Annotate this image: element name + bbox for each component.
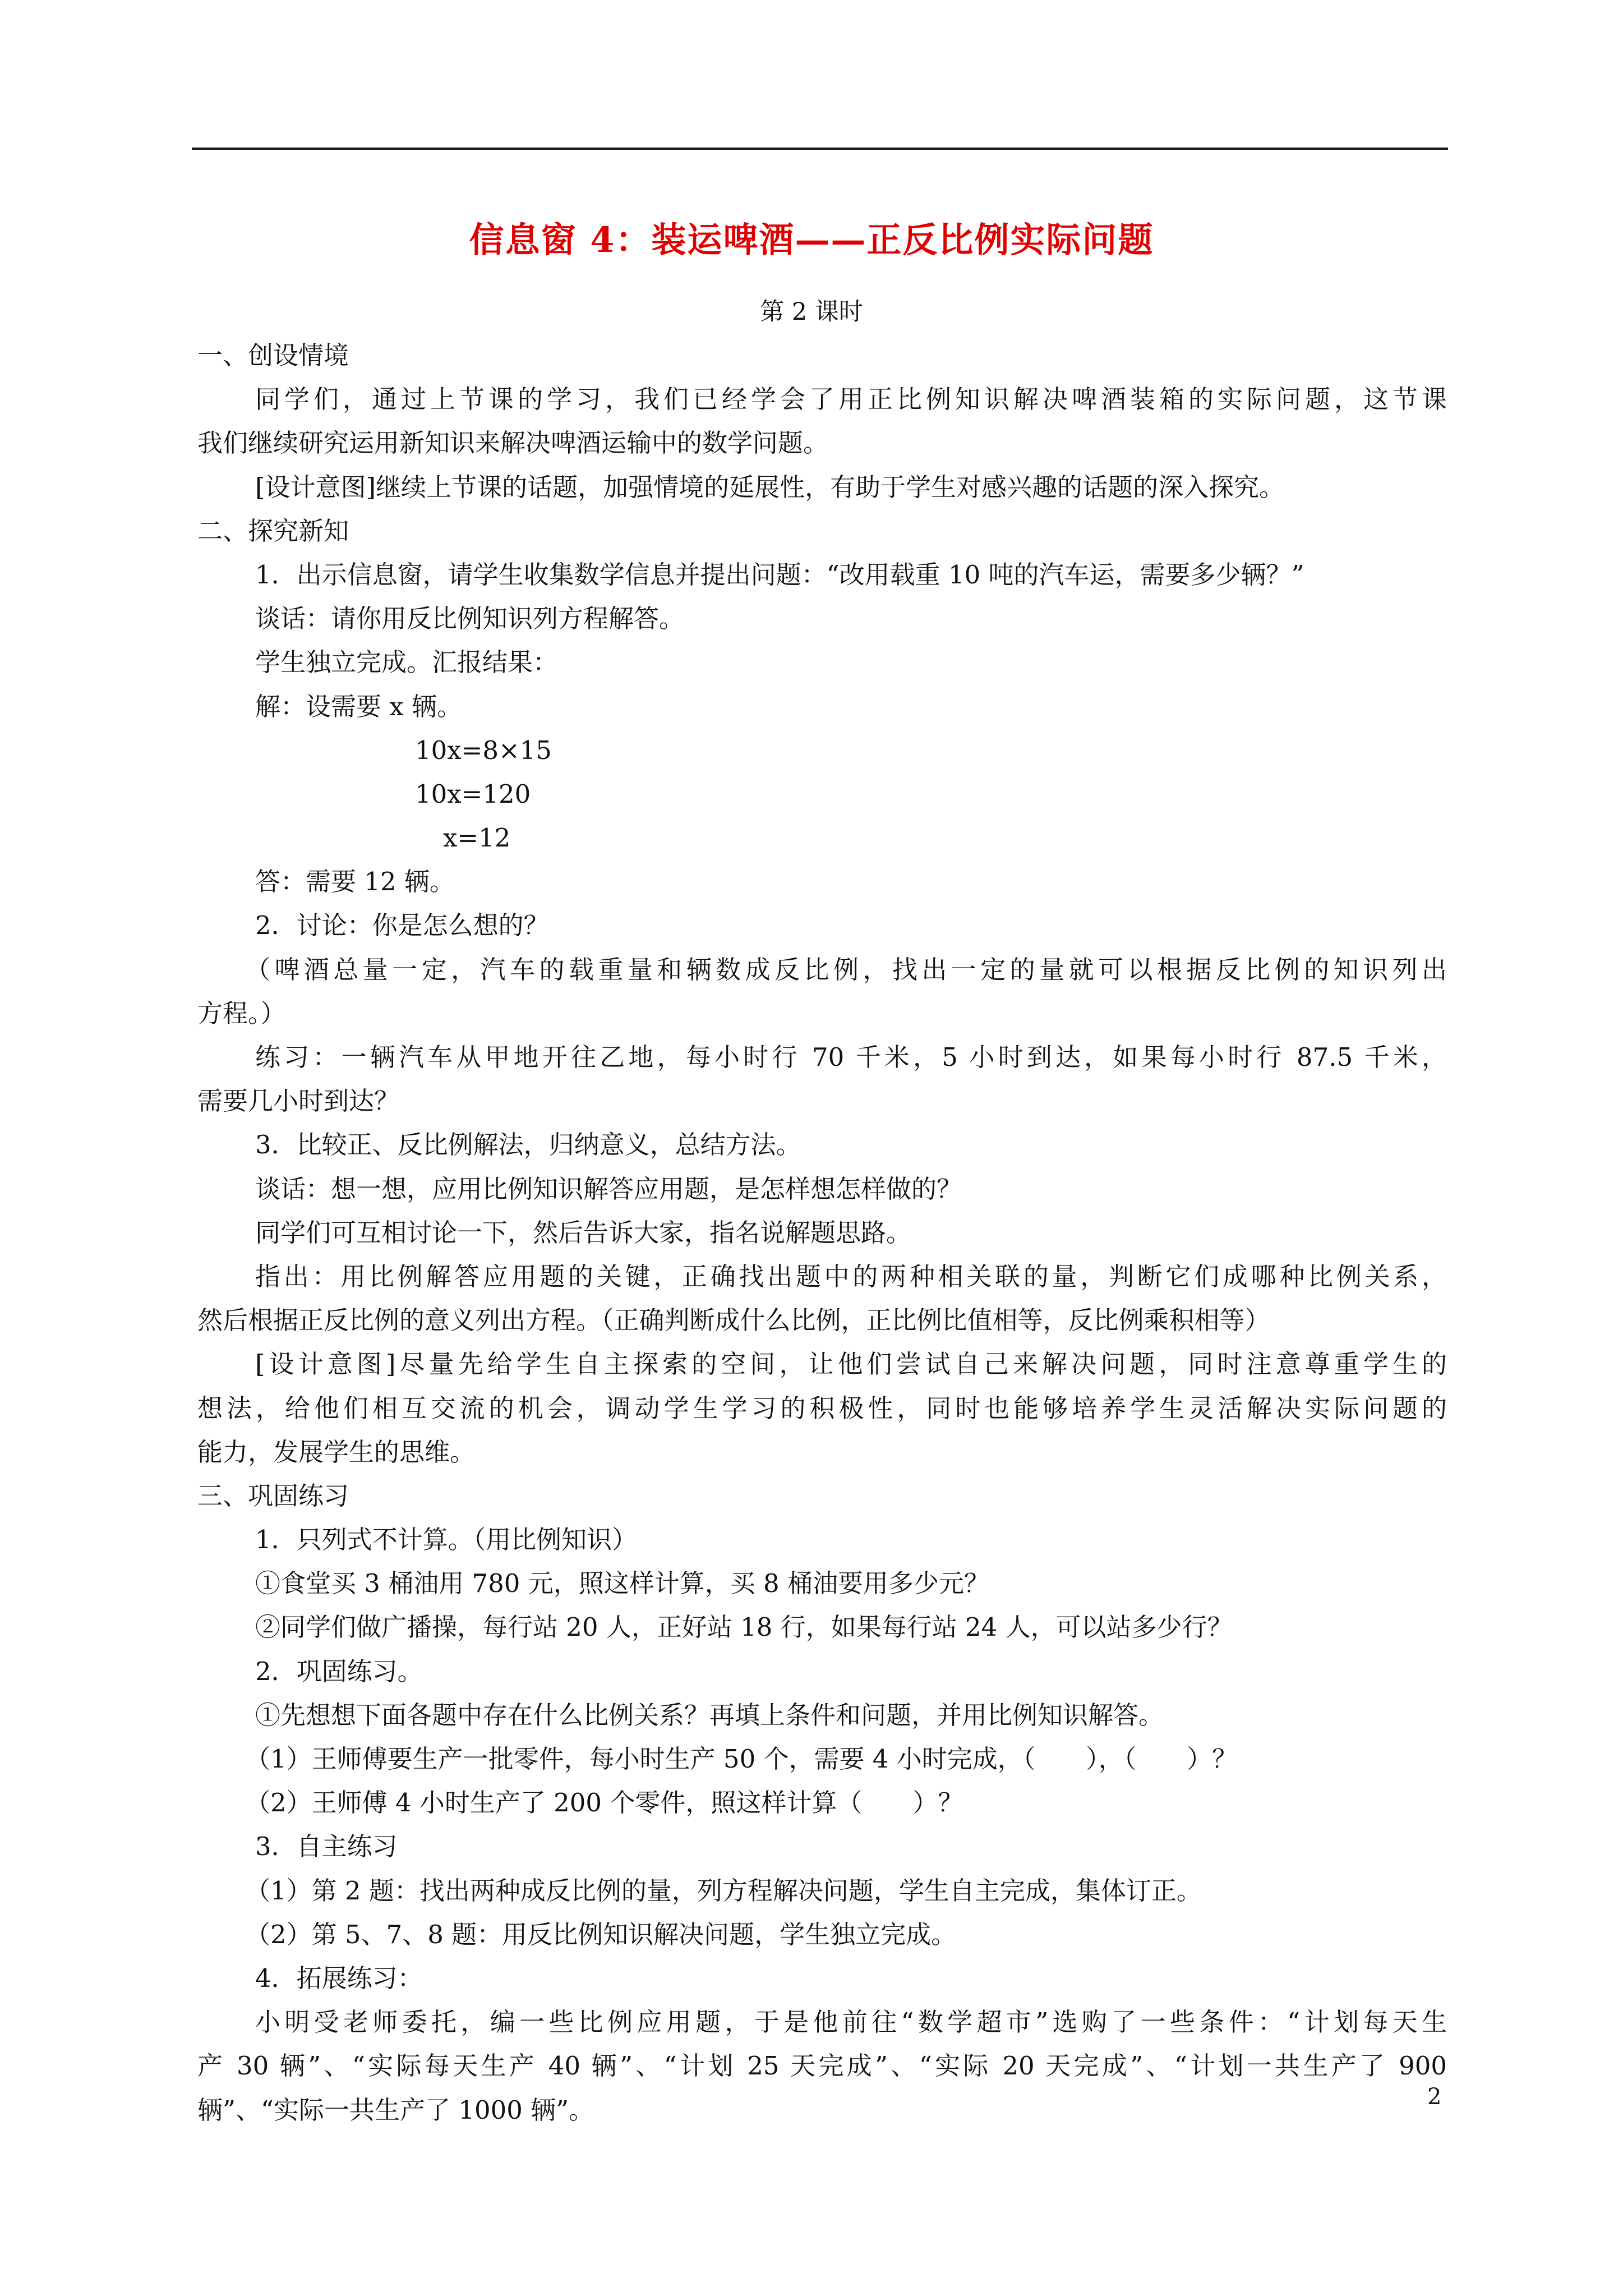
paragraph-line: 辆”、“实际一共生产了 1000 辆”。: [197, 2095, 594, 2125]
paragraph-line: 方程。）: [197, 998, 286, 1028]
paragraph-line: 小明受老师委托，编一些比例应用题，于是他前往“数学超市”选购了一些条件：“计划每天生: [255, 2007, 1447, 2037]
paragraph-line: （2）第 5、7、8 题：用反比例知识解决问题，学生独立完成。: [245, 1919, 957, 1949]
paragraph-line: 同学们，通过上节课的学习，我们已经学会了用正比例知识解决啤酒装箱的实际问题，这节课: [255, 384, 1447, 415]
paragraph-line: 3．自主练习: [255, 1832, 398, 1862]
paragraph-line: ①食堂买 3 桶油用 780 元，照这样计算，买 8 桶油要用多少元？: [255, 1568, 989, 1599]
section-heading: 二、探究新知: [197, 516, 349, 546]
section-heading: 三、巩固练习: [197, 1480, 349, 1511]
equation-line: x=12: [443, 823, 511, 853]
paragraph-line: 我们继续研究运用新知识来解决啤酒运输中的数学问题。: [197, 428, 829, 458]
paragraph-line: 需要几小时到达？: [197, 1086, 400, 1116]
paragraph-line: [设计意图]继续上节课的话题，加强情境的延展性，有助于学生对感兴趣的话题的深入探究。: [255, 472, 1285, 502]
paragraph-line: 想法，给他们相互交流的机会，调动学生学习的积极性，同时也能够培养学生灵活解决实际问题的: [197, 1393, 1447, 1423]
paragraph-line: 3．比较正、反比例解法，归纳意义，总结方法。: [255, 1130, 801, 1160]
lesson-label: 第 2 课时: [760, 298, 863, 326]
paragraph-line: 然后根据正反比例的意义列出方程。（正确判断成什么比例，正比例比值相等，反比例乘积相等）: [197, 1305, 1270, 1336]
paragraph-line: 能力，发展学生的思维。: [197, 1437, 476, 1467]
equation-line: 10x=120: [415, 779, 531, 809]
paragraph-line: （啤酒总量一定，汽车的载重量和辆数成反比例，找出一定的量就可以根据反比例的知识列出: [245, 954, 1447, 984]
paragraph-line: 谈话：想一想，应用比例知识解答应用题，是怎样想怎样做的？: [255, 1174, 962, 1204]
paragraph-line: 4．拓展练习：: [255, 1963, 423, 1993]
paragraph-line: ②同学们做广播操，每行站 20 人，正好站 18 行，如果每行站 24 人，可以站多少行？: [255, 1612, 1233, 1642]
equation-line: 10x=8×15: [415, 735, 552, 765]
lesson-body: [197, 334, 1447, 2132]
paragraph-line: 谈话：请你用反比例知识列方程解答。: [255, 604, 685, 634]
paragraph-line: 学生独立完成。汇报结果：: [255, 647, 559, 678]
paragraph-line: 1．只列式不计算。（用比例知识）: [255, 1525, 638, 1555]
section-heading: 一、创设情境: [197, 341, 349, 370]
paragraph-line: （2）王师傅 4 小时生产了 200 个零件，照这样计算（ ）？: [245, 1788, 963, 1818]
paragraph-line: 产 30 辆”、“实际每天生产 40 辆”、“计划 25 天完成”、“实际 20 天完成”、“计划一共生产了 900: [197, 2051, 1447, 2081]
paragraph-line: 解：设需要 x 辆。: [255, 691, 462, 721]
paragraph-line: 2．巩固练习。: [255, 1656, 423, 1686]
paragraph-line: 答：需要 12 辆。: [255, 867, 455, 897]
paragraph-line: [设计意图]尽量先给学生自主探索的空间，让他们尝试自己来解决问题，同时注意尊重学生的: [255, 1349, 1447, 1379]
paragraph-line: （1）王师傅要生产一批零件，每小时生产 50 个，需要 4 小时完成，（ ），（ ）？: [245, 1744, 1238, 1774]
paragraph-line: 同学们可互相讨论一下，然后告诉大家，指名说解题思路。: [255, 1217, 912, 1248]
paragraph-line: 练习：一辆汽车从甲地开往乙地，每小时行 70 千米，5 小时到达，如果每小时行 87.5 千米，: [255, 1042, 1447, 1072]
page-number: 2: [1427, 2084, 1442, 2110]
paragraph-line: ①先想想下面各题中存在什么比例关系？再填上条件和问题，并用比例知识解答。: [255, 1700, 1164, 1730]
header-rule: [192, 148, 1448, 150]
paragraph-line: （1）第 2 题：找出两种成反比例的量，列方程解决问题，学生自主完成，集体订正。: [245, 1875, 1202, 1906]
paragraph-line: 1．出示信息窗，请学生收集数学信息并提出问题：“改用载重 10 吨的汽车运，需要多少辆？”: [255, 559, 1304, 590]
paragraph-line: 指出：用比例解答应用题的关键，正确找出题中的两种相关联的量，判断它们成哪种比例关系，: [255, 1261, 1447, 1291]
paragraph-line: 2．讨论：你是怎么想的？: [255, 910, 549, 941]
document-title: 信息窗 4：装运啤酒——正反比例实际问题: [469, 219, 1154, 260]
